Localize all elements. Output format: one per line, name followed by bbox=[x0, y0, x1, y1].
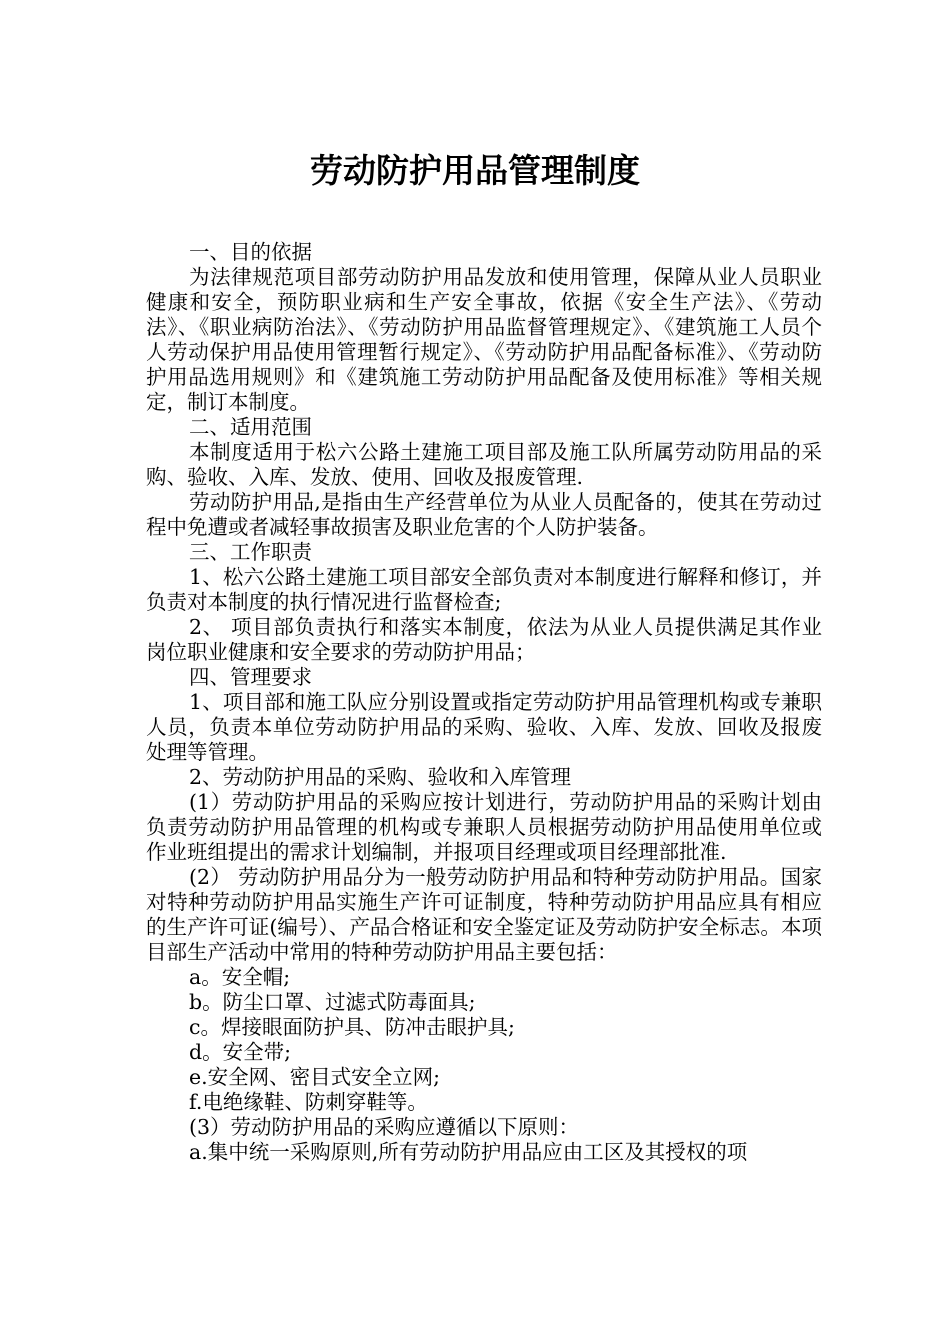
section-heading-duties: 三、工作职责 bbox=[189, 540, 312, 564]
list-item-d: d。安全带; bbox=[189, 1040, 292, 1064]
list-item-f: f.电绝缘鞋、防刺穿鞋等。 bbox=[189, 1090, 428, 1114]
paragraph-procurement-3: (3）劳动防护用品的采购应遵循以下原则： bbox=[189, 1115, 580, 1139]
list-item-a: a。安全帽; bbox=[189, 965, 291, 989]
paragraph-scope: 本制度适用于松六公路土建施工项目部及施工队所属劳动防用品的采购、验收、入库、发放、使用、回收及报废管理. bbox=[146, 440, 822, 489]
document-title: 劳动防护用品管理制度 bbox=[310, 151, 640, 190]
section-heading-scope: 二、适用范围 bbox=[189, 415, 312, 439]
section-heading-requirements: 四、管理要求 bbox=[189, 665, 312, 689]
paragraph-principle-a: a.集中统一采购原则,所有劳动防护用品应由工区及其授权的项 bbox=[189, 1140, 748, 1164]
paragraph-duty-1: 1、松六公路土建施工项目部安全部负责对本制度进行解释和修订，并负责对本制度的执行情况进行监督检查; bbox=[146, 565, 822, 614]
paragraph-requirement-2: 2、劳动防护用品的采购、验收和入库管理 bbox=[189, 765, 572, 789]
paragraph-requirement-1: 1、项目部和施工队应分别设置或指定劳动防护用品管理机构或专兼职人员，负责本单位劳动防护用品的采购、验收、入库、发放、回收及报废处理等管理。 bbox=[146, 690, 822, 764]
list-item-b: b。防尘口罩、过滤式防毒面具; bbox=[189, 990, 476, 1014]
section-heading-purpose: 一、目的依据 bbox=[189, 240, 312, 264]
paragraph-purpose: 为法律规范项目部劳动防护用品发放和使用管理，保障从业人员职业健康和安全，预防职业病和生产安全事故，依据《安全生产法》、《劳动法》、《职业病防治法》、《劳动防护用品监督管理规定》、《建筑施工人员个人劳动保护用品使用管理暂行规定》、《劳动防护用品配备标准》、《劳动防护用品选用规则》和《建筑施工劳动防护用品配备及使用标准》等相关规定，制订本制度。 bbox=[146, 265, 822, 414]
paragraph-procurement-2: (2） 劳动防护用品分为一般劳动防护用品和特种劳动防护用品。国家对特种劳动防护用品实施生产许可证制度，特种劳动防护用品应具有相应的生产许可证(编号）、产品合格证和安全鉴定证及劳动防护安全标志。本项目部生产活动中常用的特种劳动防护用品主要包括： bbox=[146, 865, 822, 964]
document-body bbox=[146, 240, 822, 1165]
list-item-e: e.安全网、密目式安全立网; bbox=[189, 1065, 441, 1089]
paragraph-definition: 劳动防护用品,是指由生产经营单位为从业人员配备的，使其在劳动过程中免遭或者减轻事故损害及职业危害的个人防护装备。 bbox=[146, 490, 822, 539]
paragraph-duty-2: 2、 项目部负责执行和落实本制度，依法为从业人员提供满足其作业岗位职业健康和安全要求的劳动防护用品； bbox=[146, 615, 822, 664]
list-item-c: c。焊接眼面防护具、防冲击眼护具; bbox=[189, 1015, 515, 1039]
paragraph-procurement-1: (1）劳动防护用品的采购应按计划进行，劳动防护用品的采购计划由负责劳动防护用品管理的机构或专兼职人员根据劳动防护用品使用单位或作业班组提出的需求计划编制，并报项目经理或项目经理部批准. bbox=[146, 790, 822, 864]
